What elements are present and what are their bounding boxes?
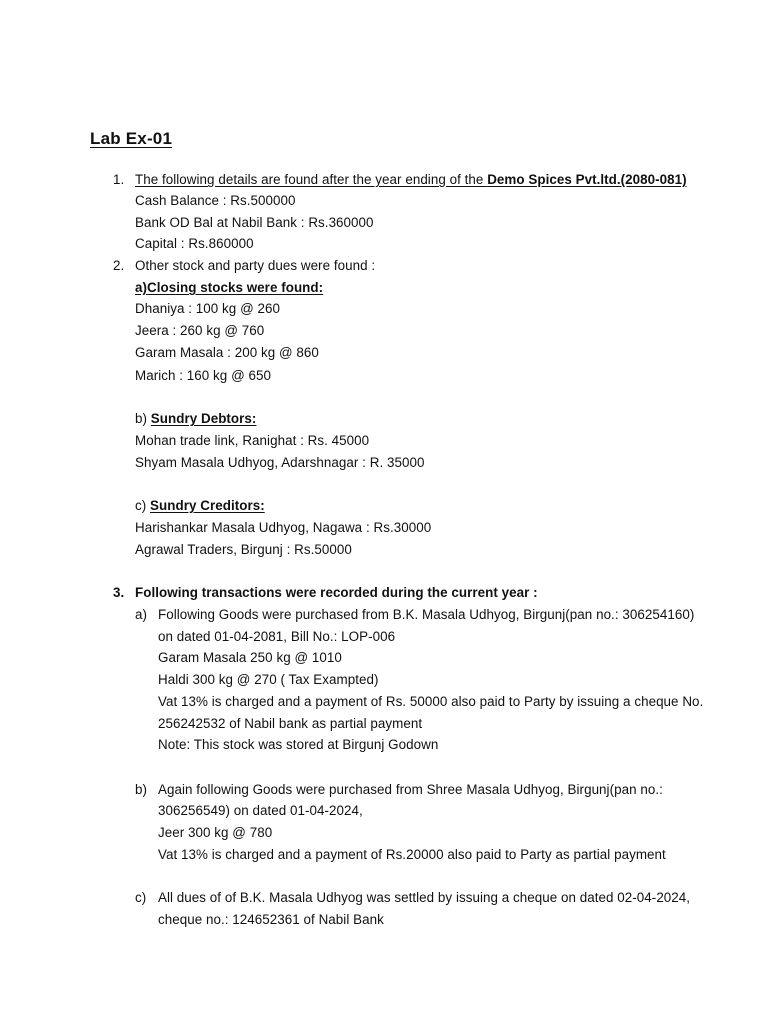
debtor-line-mohan: Mohan trade link, Ranighat : Rs. 45000 <box>135 433 370 448</box>
sundry-creditors-heading <box>135 498 265 514</box>
creditor-line-agrawal: Agrawal Traders, Birgunj : Rs.50000 <box>135 542 352 557</box>
transaction-b-label: b) <box>135 782 148 797</box>
transaction-a-label: a) <box>135 607 148 622</box>
debtors-prefix: b) <box>135 411 151 426</box>
transaction-a-line: Haldi 300 kg @ 270 ( Tax Exampted) <box>158 672 379 687</box>
transaction-c-line: All dues of of B.K. Masala Udhyog was settled by issuing a cheque on dated 02-04-2024, <box>158 890 691 905</box>
transaction-c-line: cheque no.: 124652361 of Nabil Bank <box>158 912 384 927</box>
cash-balance-line: Cash Balance : Rs.500000 <box>135 193 296 208</box>
transaction-a-line: Following Goods were purchased from B.K. Masala Udhyog, Birgunj(pan no.: 306254160) <box>158 607 695 622</box>
stock-line-jeera: Jeera : 260 kg @ 760 <box>135 323 265 338</box>
transaction-b-line: Again following Goods were purchased from Shree Masala Udhyog, Birgunj(pan no.: <box>158 782 663 797</box>
transaction-b-line: 306256549) on dated 01-04-2024, <box>158 803 363 818</box>
closing-stocks-heading: a)Closing stocks were found: <box>135 280 324 295</box>
transaction-a-line: Vat 13% is charged and a payment of Rs. 50000 also paid to Party by issuing a cheque No. <box>158 694 704 709</box>
creditors-label: Sundry Creditors: <box>150 498 265 513</box>
transaction-a-note: Note: This stock was stored at Birgunj Godown <box>158 737 439 752</box>
transaction-a-line: Garam Masala 250 kg @ 1010 <box>158 650 342 665</box>
item-3-text: Following transactions were recorded during the current year : <box>135 585 538 600</box>
stock-line-marich: Marich : 160 kg @ 650 <box>135 368 271 383</box>
debtor-line-shyam: Shyam Masala Udhyog, Adarshnagar : R. 35000 <box>135 455 425 470</box>
transaction-b-line: Jeer 300 kg @ 780 <box>158 825 273 840</box>
item-2-number: 2. <box>113 258 125 273</box>
transaction-a-line: 256242532 of Nabil bank as partial payment <box>158 716 423 731</box>
sundry-debtors-heading <box>135 411 256 427</box>
creditor-line-harishankar: Harishankar Masala Udhyog, Nagawa : Rs.30000 <box>135 520 432 535</box>
transaction-c-label: c) <box>135 890 147 905</box>
creditors-prefix: c) <box>135 498 151 513</box>
stock-line-dhaniya: Dhaniya : 100 kg @ 260 <box>135 301 280 316</box>
item-1-heading <box>135 172 687 188</box>
item-1-lead-text: The following details are found after the year ending of the <box>135 172 488 187</box>
transaction-b-line: Vat 13% is charged and a payment of Rs.20000 also paid to Party as partial payment <box>158 847 666 862</box>
debtors-label: Sundry Debtors: <box>150 411 257 426</box>
item-1-number: 1. <box>113 172 125 187</box>
item-3-number: 3. <box>113 585 125 600</box>
stock-line-garam-masala: Garam Masala : 200 kg @ 860 <box>135 345 319 360</box>
item-2-text: Other stock and party dues were found : <box>135 258 376 273</box>
bank-od-line: Bank OD Bal at Nabil Bank : Rs.360000 <box>135 215 374 230</box>
page-title: Lab Ex-01 <box>90 129 173 148</box>
capital-line: Capital : Rs.860000 <box>135 236 254 251</box>
company-name: Demo Spices Pvt.ltd.(2080-081) <box>487 172 687 187</box>
transaction-a-line: on dated 01-04-2081, Bill No.: LOP-006 <box>158 629 396 644</box>
